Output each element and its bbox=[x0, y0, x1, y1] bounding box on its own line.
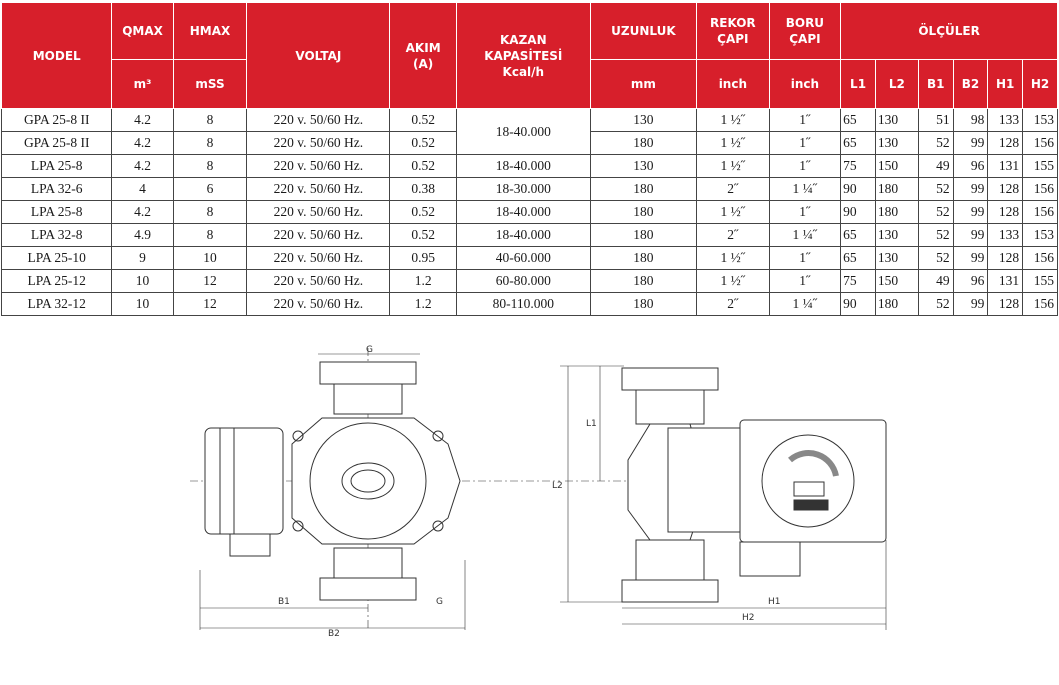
table-row bbox=[2, 201, 1058, 224]
side-label-l2: L2 bbox=[552, 481, 563, 491]
table-row bbox=[2, 293, 1058, 316]
header-rekor-line2: ÇAPI bbox=[717, 32, 749, 46]
header-uzunluk-unit: mm bbox=[590, 60, 696, 109]
cell-l1: 65 bbox=[841, 247, 876, 270]
header-rekor-unit: inch bbox=[697, 60, 770, 109]
cell-kazan: 18-40.000 bbox=[456, 224, 590, 247]
header-dim-h1: H1 bbox=[988, 60, 1023, 109]
front-label-b1: B1 bbox=[278, 597, 290, 607]
cell-l2: 150 bbox=[875, 155, 918, 178]
cell-b2: 99 bbox=[953, 224, 988, 247]
cell-voltaj: 220 v. 50/60 Hz. bbox=[247, 270, 390, 293]
cell-boru: 1˝ bbox=[769, 270, 841, 293]
cell-akim: 0.52 bbox=[390, 109, 456, 132]
cell-l2: 180 bbox=[875, 293, 918, 316]
cell-akim: 0.52 bbox=[390, 132, 456, 155]
cell-qmax: 4.2 bbox=[112, 201, 173, 224]
cell-rekor: 2˝ bbox=[697, 293, 770, 316]
cell-model: GPA 25-8 II bbox=[2, 132, 112, 155]
cell-uzunluk: 180 bbox=[590, 132, 696, 155]
cell-h2: 153 bbox=[1023, 224, 1058, 247]
cell-uzunluk: 180 bbox=[590, 224, 696, 247]
cell-uzunluk: 180 bbox=[590, 270, 696, 293]
header-dim-b2: B2 bbox=[953, 60, 988, 109]
cell-uzunluk: 130 bbox=[590, 155, 696, 178]
cell-b1: 52 bbox=[918, 293, 953, 316]
header-dim-b1: B1 bbox=[918, 60, 953, 109]
cell-qmax: 4 bbox=[112, 178, 173, 201]
cell-h1: 133 bbox=[988, 109, 1023, 132]
cell-qmax: 4.2 bbox=[112, 109, 173, 132]
cell-akim: 0.52 bbox=[390, 201, 456, 224]
cell-kazan: 18-40.000 bbox=[456, 109, 590, 155]
cell-boru: 1 ¼˝ bbox=[769, 224, 841, 247]
cell-h1: 128 bbox=[988, 132, 1023, 155]
cell-boru: 1˝ bbox=[769, 155, 841, 178]
table-row bbox=[2, 270, 1058, 293]
cell-h1: 131 bbox=[988, 155, 1023, 178]
cell-voltaj: 220 v. 50/60 Hz. bbox=[247, 293, 390, 316]
cell-boru: 1˝ bbox=[769, 109, 841, 132]
header-voltaj: VOLTAJ bbox=[247, 3, 390, 109]
header-rekor-line1: REKOR bbox=[710, 16, 756, 30]
cell-kazan: 18-40.000 bbox=[456, 201, 590, 224]
cell-l2: 130 bbox=[875, 132, 918, 155]
table-row bbox=[2, 247, 1058, 270]
cell-voltaj: 220 v. 50/60 Hz. bbox=[247, 155, 390, 178]
cell-h2: 156 bbox=[1023, 132, 1058, 155]
cell-boru: 1 ¼˝ bbox=[769, 178, 841, 201]
front-label-g-top: G bbox=[366, 345, 373, 355]
header-hmax: HMAX bbox=[173, 3, 247, 60]
cell-rekor: 1 ½˝ bbox=[697, 109, 770, 132]
cell-uzunluk: 180 bbox=[590, 293, 696, 316]
cell-h1: 128 bbox=[988, 293, 1023, 316]
cell-b1: 51 bbox=[918, 109, 953, 132]
cell-qmax: 4.2 bbox=[112, 132, 173, 155]
cell-b2: 99 bbox=[953, 293, 988, 316]
cell-l2: 130 bbox=[875, 224, 918, 247]
cell-b2: 96 bbox=[953, 270, 988, 293]
header-boru-line1: BORU bbox=[785, 16, 825, 30]
table-row bbox=[2, 109, 1058, 132]
header-hmax-unit: mSS bbox=[173, 60, 247, 109]
cell-kazan: 40-60.000 bbox=[456, 247, 590, 270]
cell-h2: 155 bbox=[1023, 155, 1058, 178]
header-qmax-unit: m³ bbox=[112, 60, 173, 109]
cell-l1: 90 bbox=[841, 201, 876, 224]
header-kazan-line1: KAZAN bbox=[500, 32, 547, 47]
header-boru-line2: ÇAPI bbox=[789, 32, 821, 46]
cell-l2: 150 bbox=[875, 270, 918, 293]
cell-uzunluk: 130 bbox=[590, 109, 696, 132]
cell-hmax: 8 bbox=[173, 132, 247, 155]
cell-kazan: 18-30.000 bbox=[456, 178, 590, 201]
header-model: MODEL bbox=[2, 3, 112, 109]
cell-l1: 75 bbox=[841, 270, 876, 293]
pump-technical-drawing bbox=[0, 340, 1059, 670]
cell-voltaj: 220 v. 50/60 Hz. bbox=[247, 132, 390, 155]
header-boru bbox=[769, 3, 841, 60]
cell-voltaj: 220 v. 50/60 Hz. bbox=[247, 178, 390, 201]
cell-hmax: 12 bbox=[173, 293, 247, 316]
cell-kazan: 80-110.000 bbox=[456, 293, 590, 316]
cell-model: LPA 32-12 bbox=[2, 293, 112, 316]
cell-rekor: 1 ½˝ bbox=[697, 155, 770, 178]
cell-l2: 130 bbox=[875, 109, 918, 132]
cell-l1: 65 bbox=[841, 109, 876, 132]
header-dim-h2: H2 bbox=[1023, 60, 1058, 109]
header-kazan-line2: KAPASİTESİ bbox=[484, 48, 563, 63]
cell-boru: 1˝ bbox=[769, 132, 841, 155]
cell-l2: 180 bbox=[875, 178, 918, 201]
spec-table-body bbox=[2, 109, 1058, 316]
cell-voltaj: 220 v. 50/60 Hz. bbox=[247, 247, 390, 270]
cell-h2: 156 bbox=[1023, 293, 1058, 316]
header-akim bbox=[390, 3, 456, 109]
cell-hmax: 6 bbox=[173, 178, 247, 201]
table-row bbox=[2, 178, 1058, 201]
cell-boru: 1˝ bbox=[769, 247, 841, 270]
cell-h2: 155 bbox=[1023, 270, 1058, 293]
side-label-l1: L1 bbox=[586, 419, 597, 429]
header-rekor bbox=[697, 3, 770, 60]
cell-rekor: 2˝ bbox=[697, 224, 770, 247]
side-label-h2: H2 bbox=[742, 613, 755, 623]
cell-b1: 49 bbox=[918, 155, 953, 178]
cell-b1: 52 bbox=[918, 132, 953, 155]
header-dim-l2: L2 bbox=[875, 60, 918, 109]
cell-qmax: 4.9 bbox=[112, 224, 173, 247]
cell-hmax: 8 bbox=[173, 155, 247, 178]
cell-akim: 0.38 bbox=[390, 178, 456, 201]
cell-kazan: 18-40.000 bbox=[456, 155, 590, 178]
cell-qmax: 4.2 bbox=[112, 155, 173, 178]
cell-b1: 52 bbox=[918, 247, 953, 270]
cell-akim: 1.2 bbox=[390, 293, 456, 316]
cell-rekor: 1 ½˝ bbox=[697, 247, 770, 270]
cell-rekor: 2˝ bbox=[697, 178, 770, 201]
cell-model: GPA 25-8 II bbox=[2, 109, 112, 132]
cell-akim: 0.52 bbox=[390, 155, 456, 178]
cell-l1: 90 bbox=[841, 178, 876, 201]
cell-model: LPA 32-6 bbox=[2, 178, 112, 201]
cell-model: LPA 32-8 bbox=[2, 224, 112, 247]
cell-kazan: 60-80.000 bbox=[456, 270, 590, 293]
cell-b2: 99 bbox=[953, 178, 988, 201]
cell-model: LPA 25-8 bbox=[2, 201, 112, 224]
cell-b2: 99 bbox=[953, 201, 988, 224]
cell-h1: 128 bbox=[988, 201, 1023, 224]
cell-rekor: 1 ½˝ bbox=[697, 132, 770, 155]
cell-b2: 99 bbox=[953, 132, 988, 155]
cell-l1: 75 bbox=[841, 155, 876, 178]
table-row bbox=[2, 155, 1058, 178]
cell-qmax: 9 bbox=[112, 247, 173, 270]
header-akim-unit: (A) bbox=[413, 56, 434, 71]
cell-h1: 133 bbox=[988, 224, 1023, 247]
cell-akim: 0.52 bbox=[390, 224, 456, 247]
cell-l2: 130 bbox=[875, 247, 918, 270]
table-row bbox=[2, 224, 1058, 247]
cell-h1: 131 bbox=[988, 270, 1023, 293]
side-label-h1: H1 bbox=[768, 597, 781, 607]
cell-model: LPA 25-10 bbox=[2, 247, 112, 270]
header-kazan bbox=[456, 3, 590, 109]
side-view bbox=[560, 366, 886, 630]
header-akim-label: AKIM bbox=[405, 40, 441, 55]
front-label-b2: B2 bbox=[328, 629, 340, 639]
cell-l2: 180 bbox=[875, 201, 918, 224]
header-dim-l1: L1 bbox=[841, 60, 876, 109]
cell-qmax: 10 bbox=[112, 293, 173, 316]
cell-h2: 156 bbox=[1023, 201, 1058, 224]
cell-l1: 65 bbox=[841, 132, 876, 155]
spec-table bbox=[1, 2, 1058, 316]
cell-hmax: 8 bbox=[173, 201, 247, 224]
cell-rekor: 1 ½˝ bbox=[697, 270, 770, 293]
cell-hmax: 10 bbox=[173, 247, 247, 270]
front-view bbox=[190, 348, 560, 630]
cell-hmax: 12 bbox=[173, 270, 247, 293]
cell-model: LPA 25-12 bbox=[2, 270, 112, 293]
front-label-g-bottom: G bbox=[436, 597, 443, 607]
cell-b1: 52 bbox=[918, 201, 953, 224]
cell-voltaj: 220 v. 50/60 Hz. bbox=[247, 224, 390, 247]
cell-voltaj: 220 v. 50/60 Hz. bbox=[247, 109, 390, 132]
cell-hmax: 8 bbox=[173, 224, 247, 247]
header-olculer: ÖLÇÜLER bbox=[841, 3, 1058, 60]
header-uzunluk: UZUNLUK bbox=[590, 3, 696, 60]
cell-h2: 156 bbox=[1023, 178, 1058, 201]
cell-b1: 52 bbox=[918, 224, 953, 247]
cell-hmax: 8 bbox=[173, 109, 247, 132]
cell-boru: 1˝ bbox=[769, 201, 841, 224]
cell-h1: 128 bbox=[988, 247, 1023, 270]
cell-rekor: 1 ½˝ bbox=[697, 201, 770, 224]
cell-b2: 96 bbox=[953, 155, 988, 178]
cell-akim: 0.95 bbox=[390, 247, 456, 270]
cell-h2: 156 bbox=[1023, 247, 1058, 270]
cell-qmax: 10 bbox=[112, 270, 173, 293]
cell-b1: 49 bbox=[918, 270, 953, 293]
cell-l1: 65 bbox=[841, 224, 876, 247]
cell-b2: 98 bbox=[953, 109, 988, 132]
cell-b2: 99 bbox=[953, 247, 988, 270]
cell-model: LPA 25-8 bbox=[2, 155, 112, 178]
cell-uzunluk: 180 bbox=[590, 201, 696, 224]
cell-boru: 1 ¼˝ bbox=[769, 293, 841, 316]
header-qmax: QMAX bbox=[112, 3, 173, 60]
cell-h1: 128 bbox=[988, 178, 1023, 201]
cell-akim: 1.2 bbox=[390, 270, 456, 293]
header-boru-unit: inch bbox=[769, 60, 841, 109]
cell-voltaj: 220 v. 50/60 Hz. bbox=[247, 201, 390, 224]
cell-uzunluk: 180 bbox=[590, 247, 696, 270]
cell-b1: 52 bbox=[918, 178, 953, 201]
cell-l1: 90 bbox=[841, 293, 876, 316]
cell-h2: 153 bbox=[1023, 109, 1058, 132]
header-kazan-line3: Kcal/h bbox=[502, 64, 545, 79]
cell-uzunluk: 180 bbox=[590, 178, 696, 201]
